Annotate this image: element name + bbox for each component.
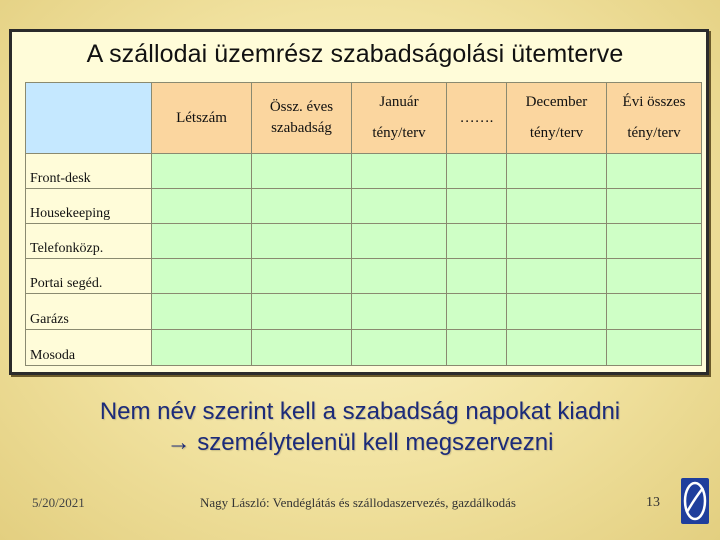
table-cell: [447, 330, 507, 366]
row-label: Portai segéd.: [26, 259, 152, 294]
slide-title: A szállodai üzemrész szabadságolási ütemterve: [86, 40, 624, 68]
header-december-line1: December: [525, 94, 588, 110]
table-cell: [252, 154, 352, 189]
header-december: [507, 83, 607, 154]
table-cell: [252, 330, 352, 366]
table-row: [26, 294, 702, 330]
table-cell: [252, 294, 352, 330]
table-row: [26, 154, 702, 189]
corner-cell: [26, 83, 152, 154]
table-cell: [507, 154, 607, 189]
header-evi-osszes-line2: tény/terv: [627, 125, 681, 141]
table-cell: [152, 224, 252, 259]
table-cell: [447, 224, 507, 259]
row-label: Front-desk: [26, 154, 152, 189]
row-label: Mosoda: [26, 330, 152, 366]
table-cell: [607, 154, 702, 189]
caption-line-1: Nem név szerint kell a szabadság napokat kiadni: [99, 398, 621, 425]
footer-date: 5/20/2021: [32, 495, 85, 510]
table-cell: [352, 294, 447, 330]
header-januar-line2: tény/terv: [372, 125, 426, 141]
header-ellipsis-label: …….: [459, 109, 494, 126]
header-ossz-eves: [252, 83, 352, 154]
table-row: [26, 330, 702, 366]
table-row: [26, 189, 702, 224]
table-cell: [352, 224, 447, 259]
header-januar-line1: Január: [379, 94, 419, 110]
table-cell: [252, 224, 352, 259]
table-cell: [507, 294, 607, 330]
table-cell: [252, 259, 352, 294]
table-cell: [507, 259, 607, 294]
row-label: Telefonközp.: [26, 224, 152, 259]
table-row: [26, 224, 702, 259]
row-label: Garázs: [26, 294, 152, 330]
header-evi-osszes-line1: Évi összes: [622, 94, 686, 110]
table-cell: [607, 294, 702, 330]
header-januar: [352, 83, 447, 154]
table-cell: [607, 330, 702, 366]
institution-logo-icon: [681, 478, 709, 524]
table-cell: [352, 259, 447, 294]
table-cell: [507, 224, 607, 259]
slide-caption: [0, 396, 720, 458]
table-cell: [352, 154, 447, 189]
table-row: [26, 259, 702, 294]
vacation-schedule-table: [25, 82, 702, 366]
table-cell: [447, 294, 507, 330]
table-cell: [607, 259, 702, 294]
header-letszam-label: Létszám: [176, 109, 227, 126]
table-cell: [607, 189, 702, 224]
table-cell: [447, 189, 507, 224]
header-evi-osszes: [607, 83, 702, 154]
table-cell: [252, 189, 352, 224]
header-ellipsis: [447, 83, 507, 154]
header-letszam: [152, 83, 252, 154]
table-cell: [152, 330, 252, 366]
header-ossz-eves-line2: szabadság: [271, 120, 332, 136]
header-ossz-eves-line1: Össz. éves: [269, 99, 334, 115]
caption-line-2: → személytelenül kell megszervezni: [166, 429, 554, 456]
table-cell: [152, 294, 252, 330]
table-cell: [507, 189, 607, 224]
table-cell: [352, 330, 447, 366]
header-december-line2: tény/terv: [529, 125, 584, 141]
footer-author: Nagy László: Vendéglátás és szállodaszervezés, gazdálkodás: [200, 495, 516, 510]
table-cell: [607, 224, 702, 259]
table-cell: [152, 259, 252, 294]
table-cell: [447, 154, 507, 189]
table-cell: [447, 259, 507, 294]
table-cell: [507, 330, 607, 366]
table-cell: [152, 154, 252, 189]
table-cell: [352, 189, 447, 224]
slide-number: 13: [646, 495, 660, 510]
table-cell: [152, 189, 252, 224]
row-label: Housekeeping: [26, 189, 152, 224]
